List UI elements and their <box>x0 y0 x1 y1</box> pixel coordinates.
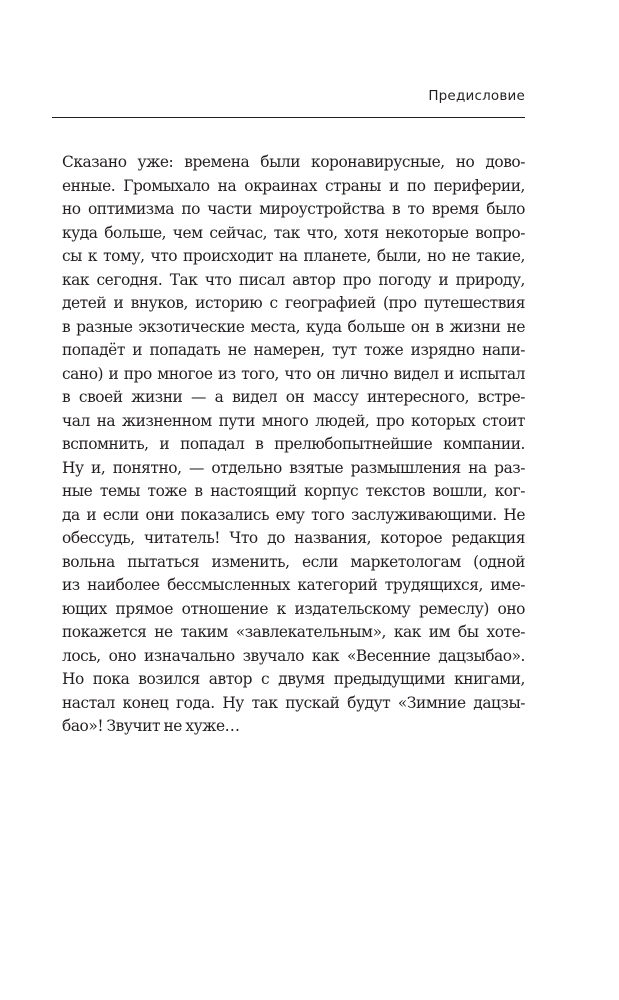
text-line: сано) и про многое из того, что он лично видел и испытал <box>62 364 525 383</box>
text-line: в своей жизни — а видел он массу интересного, встре- <box>62 388 525 406</box>
text-line: из наиболее бессмысленных категорий трудящихся, име- <box>62 576 525 594</box>
body-paragraph <box>62 151 525 739</box>
header-rule <box>52 117 525 118</box>
text-line: но оптимизма по части мироустройства в то время было <box>62 200 525 218</box>
running-header: Предисловие <box>428 88 525 104</box>
text-line: обессудь, читатель! Что до названия, которое редакция <box>62 529 525 547</box>
text-line: куда больше, чем сейчас, так что, хотя некоторые вопро- <box>62 223 525 242</box>
text-line: чал на жизненном пути много людей, про которых стоит <box>62 411 525 430</box>
text-line: Сказано уже: времена были коронавирусные, но дово- <box>62 153 525 171</box>
text-line: как сегодня. Так что писал автор про погоду и природу, <box>62 270 525 289</box>
text-line: ные темы тоже в настоящий корпус текстов вошли, ког- <box>62 482 525 500</box>
text-line: енные. Громыхало на окраинах страны и по периферии, <box>62 176 525 195</box>
text-line: покажется не таким «завлекательным», как им бы хоте- <box>62 623 525 641</box>
text-line: да и если они показались ему того заслуживающими. Не <box>62 505 525 524</box>
text-line: попадёт и попадать не намерен, тут тоже изрядно напи- <box>62 341 525 359</box>
text-line: детей и внуков, историю с географией (про путешествия <box>62 294 525 312</box>
text-line: сы к тому, что происходит на планете, были, но не такие, <box>62 247 525 265</box>
text-line: в разные экзотические места, куда больше он в жизни не <box>62 317 525 336</box>
text-line: лось, оно изначально звучало как «Весенние дацзыбао». <box>62 646 525 665</box>
text-line: настал конец года. Ну так пускай будут «Зимние дацзы- <box>62 693 525 712</box>
text-line: Но пока возился автор с двумя предыдущими книгами, <box>62 670 525 688</box>
text-line: Ну и, понятно, — отдельно взятые размышления на раз- <box>62 458 525 477</box>
text-line: бао»! Звучит не хуже… <box>62 717 240 735</box>
text-line: вспомнить, и попадал в прелюбопытнейшие компании. <box>62 435 525 453</box>
text-line: ющих прямое отношение к издательскому ремеслу) оно <box>62 599 525 618</box>
text-line: вольна пытаться изменить, если маркетологам (одной <box>62 552 525 571</box>
